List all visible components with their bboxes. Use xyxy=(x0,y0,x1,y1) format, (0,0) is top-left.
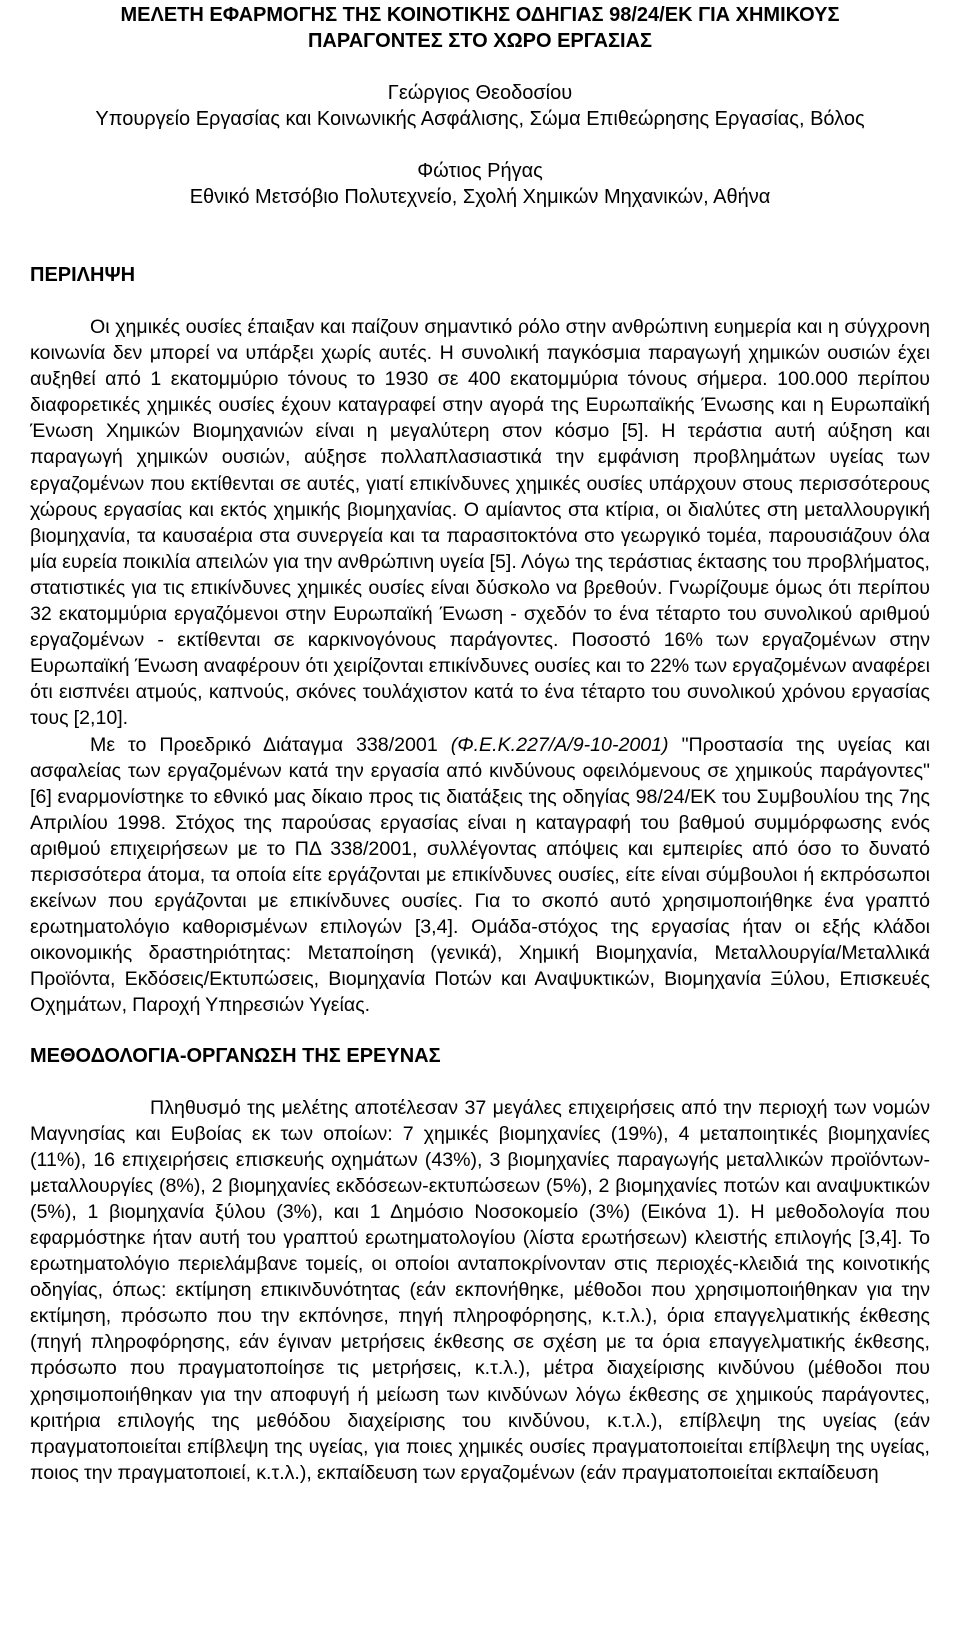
abstract-paragraph-1: Οι χημικές ουσίες έπαιξαν και παίζουν σημαντικό ρόλο στην ανθρώπινη ευημερία και η σύγχρονη κοινωνία δεν μπορεί να υπάρξει χωρίς αυτές. Η συνολική παγκόσμια παραγωγή χημικών ουσιών έχει αυξηθεί από 1 εκατομμύριο τόνους το 1930 σε 400 εκατομμύρια τόνους σήμερα. 100.000 περίπου διαφορετικές χημικές ουσίες έχουν καταγραφεί στην αγορά της Ευρωπαϊκής Ένωσης και η Ευρωπαϊκή Ένωση Χημικών Βιομηχανιών είναι η μεγαλύτερη στον κόσμο [5]. Η τεράστια αυτή αύξηση και παραγωγή χημικών ουσιών, αύξησε πολλαπλασιαστικά την εμφάνιση προβλημάτων υγείας των εργαζομένων που εκτίθενται σε αυτές, γιατί επικίνδυνες χημικές ουσίες υπάρχουν στους περισσότερους χώρους εργασίας και εκτός χημικής βιομηχανίας. Ο αμίαντος στα κτίρια, οι διαλύτες στη μεταλλουργική βιομηχανία, τα καυσαέρια στα συνεργεία και τα παρασιτοκτόνα στο γεωργικό τομέα, παρουσιάζουν όλα μία ευρεία ποικιλία απειλών για την ανθρώπινη υγεία [5]. Λόγω της τεράστιας έκτασης του προβλήματος, στατιστικές για τις επικίνδυνες χημικές ουσίες είναι δύσκολο να βρεθούν. Γνωρίζουμε όμως ότι περίπου 32 εκατομμύρια εργαζόμενοι στην Ευρωπαϊκή Ένωση - σχεδόν το ένα τέταρτο του συνολικού αριθμού εργαζομένων - εκτίθενται σε καρκινογόνους παράγοντες. Ποσοστό 16% των εργαζομένων στην Ευρωπαϊκή Ένωση αναφέρουν ότι χειρίζονται επικίνδυνες ουσίες και το 22% των εργαζομένων αναφέρει ότι εισπνέει ατμούς, καπνούς, σκόνες τουλάχιστον κατά το ένα τέταρτο του συνολικού χρόνου εργασίας τους [2,10]. xyxy=(30,316,930,730)
document-title xyxy=(30,0,930,54)
methodology-heading: ΜΕΘΟΔΟΛΟΓΙΑ-ΟΡΓΑΝΩΣΗ ΤΗΣ ΕΡΕΥΝΑΣ xyxy=(30,1044,441,1067)
author-block-1 xyxy=(30,80,930,132)
title-line-1: ΜΕΛΕΤΗ ΕΦΑΡΜΟΓΗΣ ΤΗΣ ΚΟΙΝΟΤΙΚΗΣ ΟΔΗΓΙΑΣ 98/24/ΕΚ ΓΙΑ ΧΗΜΙΚΟΥΣ xyxy=(120,4,840,26)
paragraph-body-text: "Προστασία της υγείας και ασφαλείας των εργαζομένων κατά την εργασία από κινδύνους οφειλόμενους σε χημικούς παράγοντες" [6] εναρμονίστηκε το εθνικό μας δίκαιο προς τις διατάξεις της οδηγίας 98/24/ΕΚ του Συμβουλίου της 7ης Απριλίου 1998. Στόχος της παρούσας εργασίας είναι η καταγραφή του βαθμού συμμόρφωσης ενός αριθμού επιχειρήσεων με το ΠΔ 338/2001, συλλέγοντας απόψεις και εμπειρίες από όσο το δυνατό περισσότερα άτομα, τα οποία είτε εργάζονται με επικίνδυνες ουσίες, είτε είναι σύμβουλοι ή εκπρόσωποι εκείνων που εργάζονται με επικίνδυνες ουσίες. Για το σκοπό αυτό χρησιμοποιήθηκε ένα γραπτό ερωτηματολόγιο καθορισμένων επιλογών [3,4]. Ομάδα-στόχος της εργασίας ήταν οι εξής κλάδοι οικονομικής δραστηριότητας: Μεταποίηση (γενικά), Χημική Βιομηχανία, Μεταλλουργία/Μεταλλικά Προϊόντα, Εκδόσεις/Εκτυπώσεις, Βιομηχανία Ποτών και Αναψυκτικών, Βιομηχανία Ξύλου, Επισκευές Οχημάτων, Παροχή Υπηρεσιών Υγείας. xyxy=(30,733,930,1017)
gazette-reference: (Φ.Ε.Κ.227/Α/9-10-2001) xyxy=(450,733,669,756)
title-line-2: ΠΑΡΑΓΟΝΤΕΣ ΣΤΟ ΧΩΡΟ ΕΡΓΑΣΙΑΣ xyxy=(307,30,653,52)
author-name: Φώτιος Ρήγας xyxy=(417,160,543,182)
methodology-paragraph-1: Πληθυσμό της μελέτης αποτέλεσαν 37 μεγάλες επιχειρήσεις από την περιοχή των νομών Μαγνησίας και Ευβοίας εκ των οποίων: 7 χημικές βιομηχανίες (19%), 4 μεταποιητικές βιομηχανίες (11%), 16 επιχειρήσεις επισκευής οχημάτων (43%), 3 βιομηχανίες παραγωγής μεταλλικών προϊόντων-μεταλλουργίες (8%), 2 βιομηχανίες εκδόσεων-εκτυπώσεων (5%), 2 βιομηχανίες ποτών και αναψυκτικών (5%), 1 βιομηχανία ξύλου (3%), και 1 Δημόσιο Νοσοκομείο (3%) (Εικόνα 1). Η μεθοδολογία που εφαρμόστηκε ήταν αυτή του γραπτού ερωτηματολογίου (λίστα ερωτήσεων) κλειστής επιλογής [3,4]. Το ερωτηματολόγιο περιελάμβανε τομείς, οι οποίοι ανταποκρίνονταν στις περιοχές-κλειδιά της κοινοτικής οδηγίας, όπως: εκτίμηση επικινδυνότητας (εάν εκπονήθηκε, μέθοδοι που χρησιμοποιήθηκαν για την εκτίμηση, πρόσωπο που την εκπόνησε, πηγή πληροφόρησης, κ.τ.λ.), όρια επαγγελματικής έκθεσης (πηγή πληροφόρησης, εάν έγιναν μετρήσεις έκθεσης σε σχέση με τα όρια επαγγελματικής έκθεσης, πρόσωπο που πραγματοποίησε τις μετρήσεις, κ.τ.λ.), μέτρα διαχείρισης κινδύνου (μέθοδοι που χρησιμοποιήθηκαν για την αποφυγή ή μείωση των κινδύνων λόγω έκθεσης σε χημικούς παράγοντες, κριτήρια επιλογής της μεθόδου διαχείρισης του κινδύνου, κ.τ.λ.), επίβλεψη της υγείας (εάν πραγματοποιείται επίβλεψη της υγείας, για ποιες χημικές ουσίες πραγματοποιείται επίβλεψη της υγείας, ποιος την πραγματοποιεί, κ.τ.λ.), εκπαίδευση των εργαζομένων (εάν πραγματοποιείται εκπαίδευση xyxy=(30,1096,930,1484)
abstract-paragraph-2 xyxy=(30,732,930,1019)
author-affiliation: Υπουργείο Εργασίας και Κοινωνικής Ασφάλισης, Σώμα Επιθεώρησης Εργασίας, Βόλος xyxy=(95,108,865,130)
author-block-2 xyxy=(30,158,930,210)
abstract-heading: ΠΕΡΙΛΗΨΗ xyxy=(30,264,136,286)
paragraph-lead-text: Με το Προεδρικό Διάταγμα 338/2001 xyxy=(90,733,451,756)
author-name: Γεώργιος Θεοδοσίου xyxy=(387,82,573,104)
author-affiliation: Εθνικό Μετσόβιο Πολυτεχνείο, Σχολή Χημικών Μηχανικών, Αθήνα xyxy=(189,186,771,208)
